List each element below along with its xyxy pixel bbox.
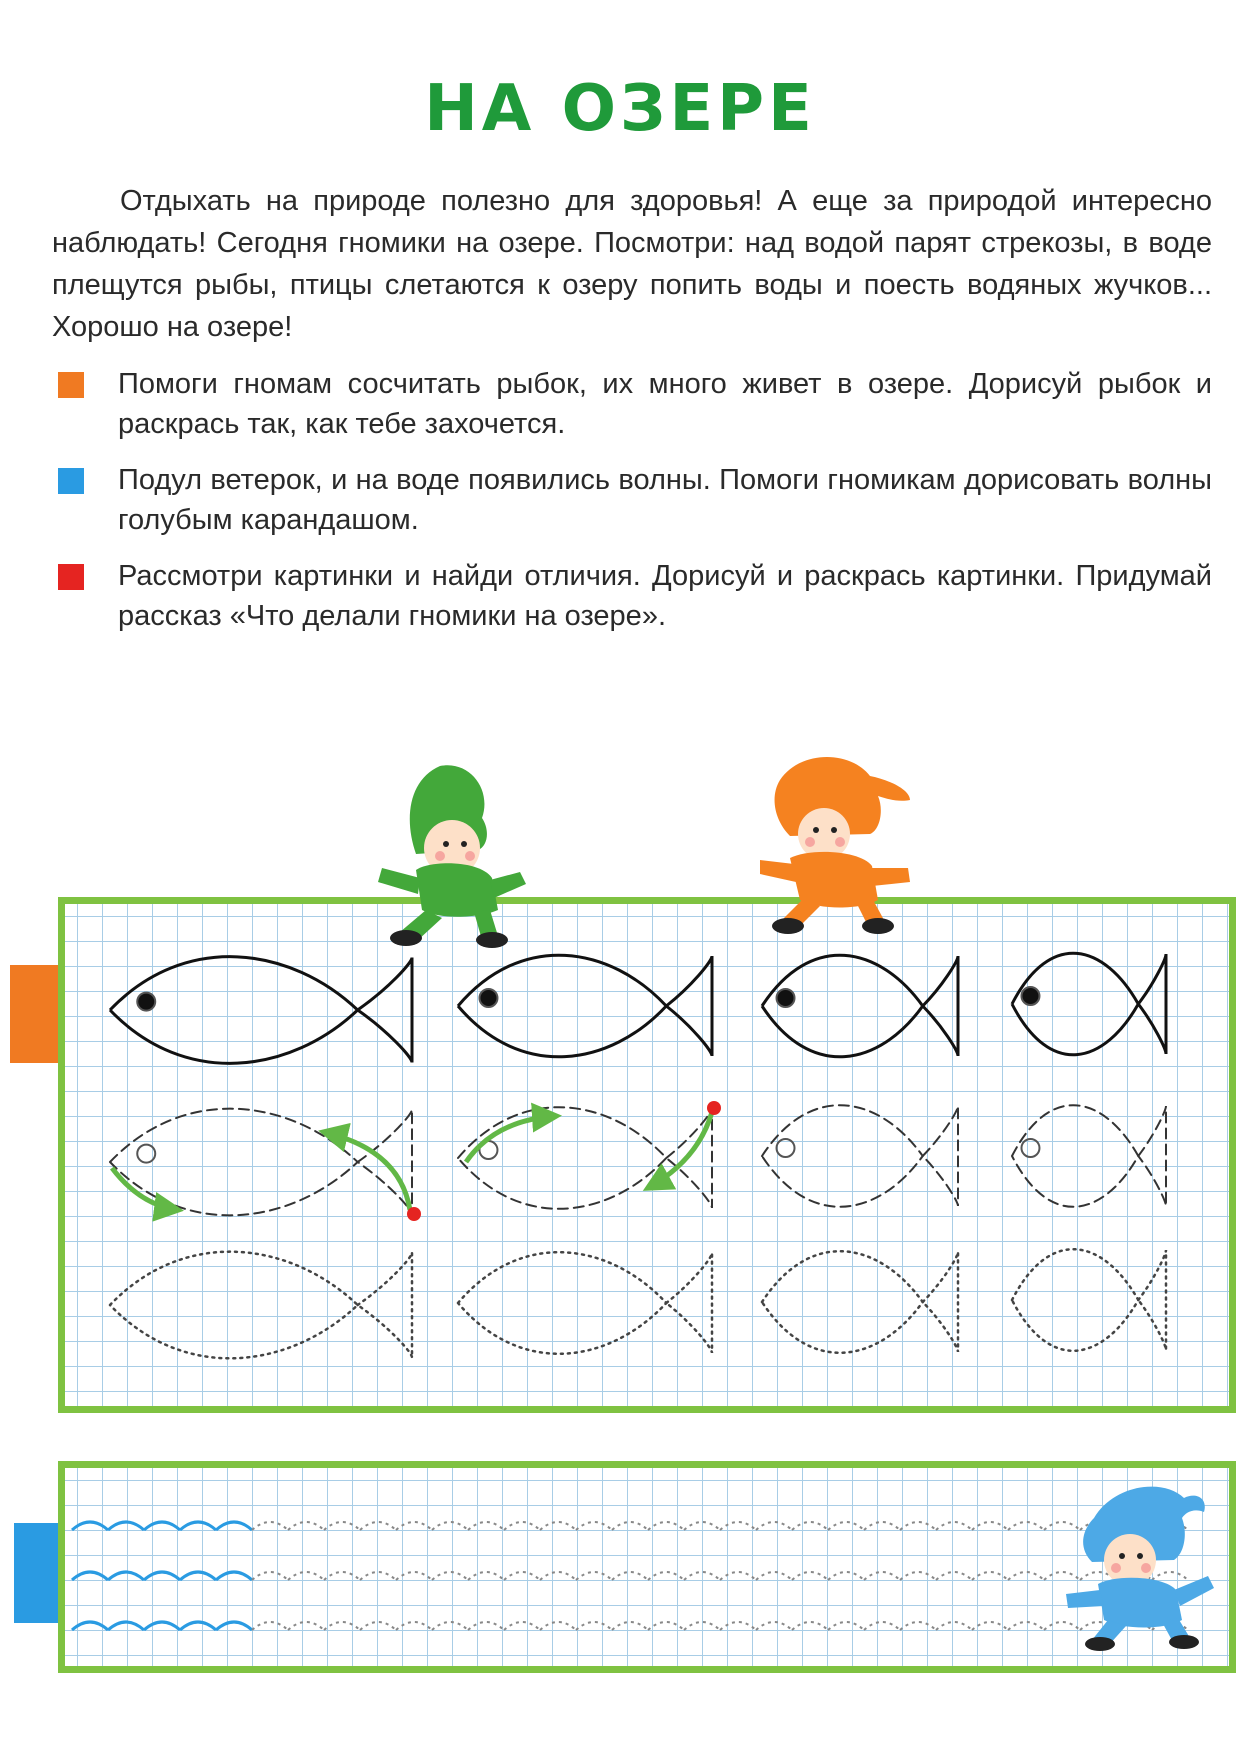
- task-3-text: Рассмотри картинки и найди отличия. Дорисуй и раскрась картинки. Придумай рассказ «Что делали гномики на озере».: [118, 560, 1212, 632]
- task-2: [52, 460, 1212, 540]
- wave-drawing-grid[interactable]: [58, 1461, 1236, 1673]
- task-3: [52, 556, 1212, 636]
- orange-square-icon: [58, 372, 84, 398]
- task-2-text: Подул ветерок, и на воде появились волны. Помоги гномикам дорисовать волны голубым карандашом.: [118, 464, 1212, 536]
- orange-tab-marker: [10, 965, 58, 1063]
- intro-paragraph: Отдыхать на природе полезно для здоровья! А еще за природой интересно наблюдать! Сегодня гномики на озере. Посмотри: над водой парят стрекозы, в воде плещутся рыбы, птицы слетаются к озеру попить воды и поесть водяных жучков... Хорошо на озере!: [52, 185, 1212, 343]
- task-1: [52, 364, 1212, 444]
- blue-tab-marker: [14, 1523, 58, 1623]
- red-square-icon: [58, 564, 84, 590]
- page-title: НА ОЗЕРЕ: [424, 72, 816, 146]
- task-1-text: Помоги гномам сосчитать рыбок, их много живет в озере. Дорисуй рыбок и раскрась так, как тебе захочется.: [118, 368, 1212, 440]
- fish-drawing-grid[interactable]: [58, 897, 1236, 1413]
- blue-square-icon: [58, 468, 84, 494]
